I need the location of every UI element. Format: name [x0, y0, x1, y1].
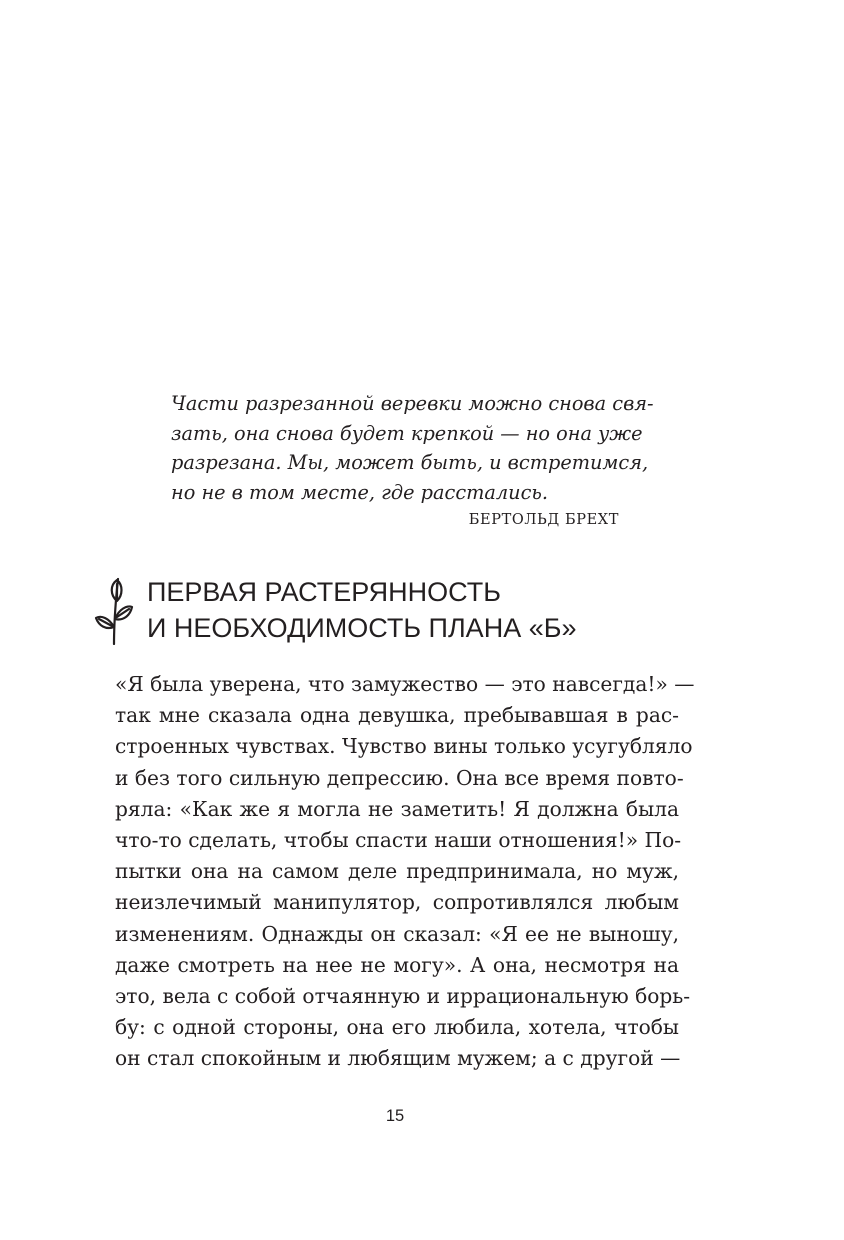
epigraph-line: разрезана. Мы, может быть, и встретимся, [171, 451, 649, 475]
body-line: он стал спокойным и любящим мужем; а с другой — [115, 1046, 681, 1071]
section-title [147, 574, 576, 646]
section-title-line: ПЕРВАЯ РАСТЕРЯННОСТЬ [147, 577, 501, 607]
section-title-line: И НЕОБХОДИМОСТЬ ПЛАНА «Б» [147, 613, 577, 643]
body-line: и без того сильную депрессию. Она все время повто- [115, 765, 684, 790]
epigraph-line: Части разрезанной веревки можно снова свя- [171, 392, 654, 415]
body-line: строенных чувствах. Чувство вины только усугубляло [115, 734, 693, 759]
leaf-sprig-icon [94, 575, 134, 645]
epigraph [171, 389, 654, 507]
body-line: «Я была уверена, что замужество — это навсегда!» — [115, 672, 695, 696]
body-line: что-то сделать, чтобы спасти наши отношения!» По- [115, 828, 682, 853]
body-line: так мне сказала одна девушка, пребывавшая в рас- [115, 703, 679, 728]
body-line: бу: с одной стороны, она его любила, хотела, чтобы [115, 1015, 679, 1040]
body-line: ряла: «Как же я могла не заметить! Я должна была [115, 796, 679, 821]
epigraph-author: БЕРТОЛЬД БРЕХТ [468, 512, 619, 528]
page-number: 15 [385, 1107, 405, 1125]
epigraph-line: зать, она снова будет крепкой — но она уже [171, 421, 643, 445]
body-line: это, вела с собой отчаянную и иррациональную борь- [115, 984, 691, 1009]
body-line: изменениям. Однажды он сказал: «Я ее не выношу, [115, 921, 679, 946]
body-line: пытки она на самом деле предпринимала, но муж, [115, 859, 679, 884]
epigraph-line: но не в том месте, где расстались. [171, 480, 549, 504]
body-paragraph [115, 669, 695, 1075]
body-line: неизлечимый манипулятор, сопротивлялся любым [115, 890, 679, 915]
body-line: даже смотреть на нее не могу». А она, несмотря на [115, 952, 679, 977]
